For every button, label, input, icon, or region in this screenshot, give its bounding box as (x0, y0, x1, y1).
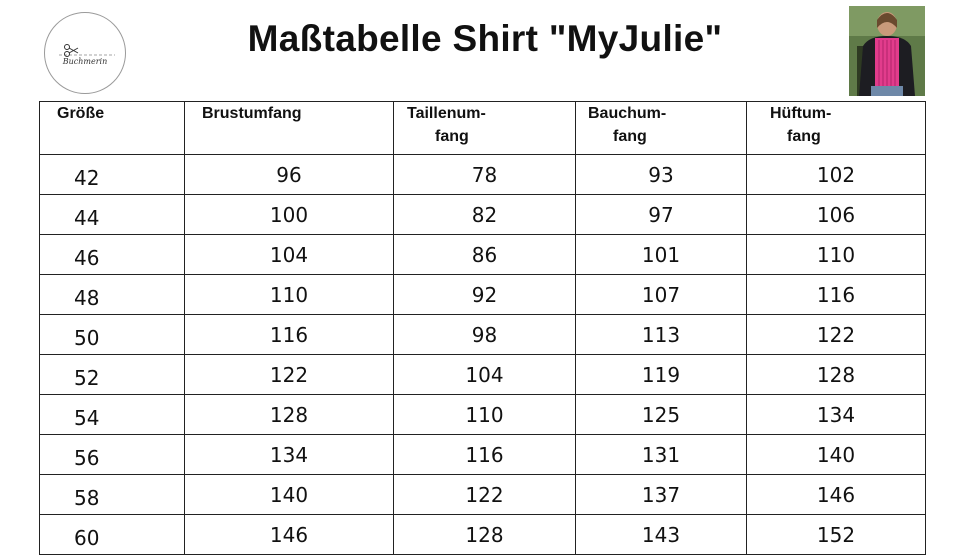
cell-bauchumfang: 101 (576, 235, 747, 275)
cell-size: 50 (40, 315, 185, 355)
cell-bauchumfang: 125 (576, 395, 747, 435)
cell-hueftumfang: 116 (747, 275, 926, 315)
cell-brustumfang: 104 (185, 235, 394, 275)
header-taillenumfang (394, 102, 576, 155)
cell-brustumfang: 110 (185, 275, 394, 315)
cell-hueftumfang: 110 (747, 235, 926, 275)
header-groesse (40, 102, 185, 155)
cell-taillenumfang: 104 (394, 355, 576, 395)
cell-bauchumfang: 143 (576, 515, 747, 555)
cell-size: 60 (40, 515, 185, 555)
cell-taillenumfang: 128 (394, 515, 576, 555)
table-row (40, 355, 926, 395)
header-line: Bauchum- (588, 105, 667, 122)
header-line: Brustumfang (202, 105, 302, 122)
cell-taillenumfang: 82 (394, 195, 576, 235)
cell-size: 48 (40, 275, 185, 315)
size-chart-table (39, 101, 926, 555)
table-row (40, 155, 926, 195)
cell-hueftumfang: 106 (747, 195, 926, 235)
scissors-icon (45, 13, 127, 95)
table-row (40, 315, 926, 355)
cell-bauchumfang: 113 (576, 315, 747, 355)
cell-hueftumfang: 146 (747, 475, 926, 515)
cell-hueftumfang: 140 (747, 435, 926, 475)
cell-brustumfang: 146 (185, 515, 394, 555)
cell-bauchumfang: 131 (576, 435, 747, 475)
header-line: fang (435, 128, 469, 145)
brand-logo (44, 12, 126, 94)
cell-size: 46 (40, 235, 185, 275)
cell-brustumfang: 122 (185, 355, 394, 395)
cell-brustumfang: 128 (185, 395, 394, 435)
logo-text: Buchmerin (62, 57, 108, 66)
header-line: Taillenum- (407, 105, 486, 122)
table-row (40, 275, 926, 315)
cell-brustumfang: 100 (185, 195, 394, 235)
cell-taillenumfang: 86 (394, 235, 576, 275)
cell-bauchumfang: 97 (576, 195, 747, 235)
header-line: Hüftum- (770, 105, 832, 122)
table-row (40, 515, 926, 555)
header-line: fang (787, 128, 821, 145)
table-row (40, 475, 926, 515)
cell-size: 58 (40, 475, 185, 515)
cell-taillenumfang: 116 (394, 435, 576, 475)
cell-hueftumfang: 134 (747, 395, 926, 435)
table-row (40, 235, 926, 275)
model-photo (849, 6, 925, 96)
cell-size: 52 (40, 355, 185, 395)
table-row (40, 395, 926, 435)
cell-bauchumfang: 137 (576, 475, 747, 515)
cell-size: 44 (40, 195, 185, 235)
table-row (40, 195, 926, 235)
cell-size: 56 (40, 435, 185, 475)
cell-size: 42 (40, 155, 185, 195)
cell-brustumfang: 116 (185, 315, 394, 355)
cell-taillenumfang: 92 (394, 275, 576, 315)
cell-taillenumfang: 78 (394, 155, 576, 195)
cell-brustumfang: 140 (185, 475, 394, 515)
cell-brustumfang: 96 (185, 155, 394, 195)
cell-hueftumfang: 128 (747, 355, 926, 395)
cell-size: 54 (40, 395, 185, 435)
cell-bauchumfang: 93 (576, 155, 747, 195)
cell-hueftumfang: 122 (747, 315, 926, 355)
header-row (40, 102, 926, 155)
cell-bauchumfang: 119 (576, 355, 747, 395)
header-line: fang (613, 128, 647, 145)
page-title: Maßtabelle Shirt "MyJulie" (247, 18, 723, 59)
table-row (40, 435, 926, 475)
header-brustumfang (185, 102, 394, 155)
cell-bauchumfang: 107 (576, 275, 747, 315)
cell-taillenumfang: 110 (394, 395, 576, 435)
header-line: Größe (57, 105, 105, 122)
header-bauchumfang (576, 102, 747, 155)
cell-hueftumfang: 152 (747, 515, 926, 555)
cell-brustumfang: 134 (185, 435, 394, 475)
header-hueftumfang (747, 102, 926, 155)
cell-taillenumfang: 122 (394, 475, 576, 515)
cell-taillenumfang: 98 (394, 315, 576, 355)
cell-hueftumfang: 102 (747, 155, 926, 195)
